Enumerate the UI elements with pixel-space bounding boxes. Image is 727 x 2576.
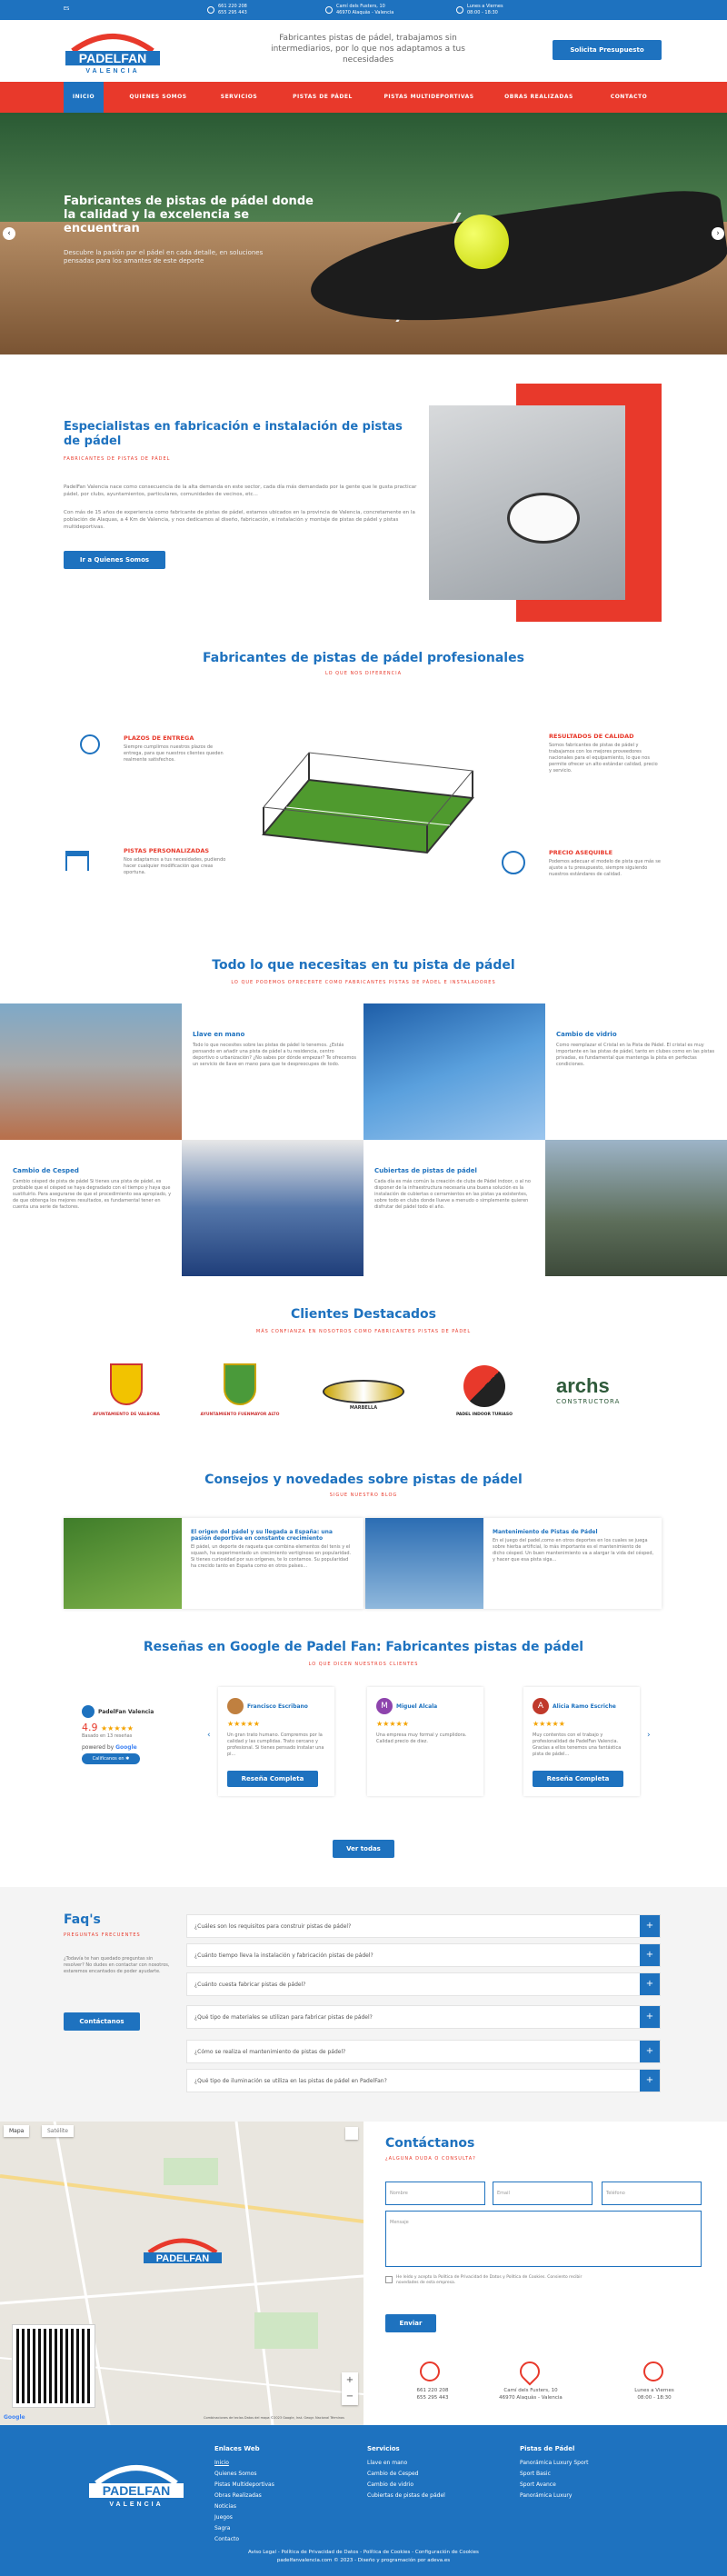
piggy-bank-icon	[502, 851, 525, 874]
google-logo-text: Google	[115, 1744, 137, 1751]
language-selector[interactable]: ES	[64, 6, 70, 12]
faq-question: ¿Cuáles son los requisitos para construir pistas de pádel?	[194, 1923, 352, 1930]
about-paragraph-1: PadelFan Valencia nace como consecuencia de la alta demanda en este sector, cada día más demandado por la gente que le gusta practicar pádel, por clubs, ayuntamientos, particulares, comunidades de vecinos, etc...	[64, 484, 417, 497]
svg-text:PADELFAN: PADELFAN	[102, 2483, 171, 2498]
about-button[interactable]: Ir a Quienes Somos	[64, 551, 165, 569]
nav-item-contacto[interactable]: CONTACTO	[610, 94, 648, 100]
address-line: Camí dels Fusters, 10	[336, 4, 385, 9]
powered-by-text: powered by	[82, 1744, 115, 1751]
footer-link[interactable]: Quienes Somos	[214, 2471, 257, 2477]
nav-item-servicios[interactable]: SERVICIOS	[220, 94, 258, 100]
google-logo-text: Google	[4, 2414, 25, 2421]
nav-item-pistas-padel[interactable]: PISTAS DE PÁDEL	[293, 94, 353, 100]
clients-title: Clientes Destacados	[290, 1307, 437, 1322]
hero-slider	[0, 113, 727, 354]
blog-image	[64, 1518, 182, 1609]
plus-icon[interactable]: +	[640, 2006, 660, 2028]
reviewer-avatar: A	[533, 1698, 549, 1714]
feature-text: Siempre cumplimos nuestros plazos de entrega, para que nuestros clientes queden realmente satisfechos.	[124, 744, 224, 763]
padel-rackets-icon	[463, 1365, 505, 1407]
footer-copyright: padelfanvalencia.com © 2023 - Diseño y programación por adeva.es	[276, 2558, 451, 2563]
faq-item[interactable]	[186, 2069, 661, 2092]
map-logo-marker	[142, 2232, 224, 2271]
cambio-vidrio-image	[364, 1003, 545, 1140]
feature-title: PLAZOS DE ENTREGA	[124, 734, 194, 742]
footer-link[interactable]: Noticias	[214, 2503, 236, 2510]
phone-icon	[207, 6, 214, 14]
footer-link[interactable]: Inicio	[214, 2460, 229, 2466]
about-subtitle: FABRICANTES DE PISTAS DE PÁDEL	[64, 456, 171, 462]
plus-icon[interactable]: +	[640, 2041, 660, 2062]
hours-days: Lunes a Viernes	[634, 2388, 674, 2393]
email-field[interactable]: Email	[493, 2182, 593, 2205]
contact-phone-2[interactable]: 655 295 443	[416, 2395, 449, 2401]
phone-info	[207, 4, 247, 16]
reviews-prev-arrow[interactable]: ‹	[207, 1731, 211, 1740]
address-line: Camí dels Fusters, 10	[503, 2388, 558, 2393]
clients-subtitle: MÁS CONFIANZA EN NOSOTROS COMO FABRICANTES PISTAS DE PÁDEL	[255, 1329, 472, 1334]
plus-icon[interactable]: +	[640, 1944, 660, 1966]
qr-code-icon	[13, 2325, 95, 2407]
see-all-reviews-button[interactable]: Ver todas	[333, 1840, 394, 1858]
rate-us-label: Califícanos en	[92, 1756, 124, 1762]
message-field[interactable]: Mensaje	[385, 2211, 702, 2267]
court-render	[245, 744, 483, 876]
contact-title: Contáctanos	[385, 2136, 475, 2151]
name-field[interactable]: Nombre	[385, 2182, 485, 2205]
service-text: Como reemplazar el Cristal en la Pista de Pádel. El cristal es muy importante en las pistas de pádel, tanto en clubes como en las pistas privadas, es fundamental que mantenga la pista en perfectas condiciones.	[556, 1043, 715, 1067]
faq-subtitle: PREGUNTAS FRECUENTES	[64, 1932, 141, 1938]
cubiertas-image	[545, 1140, 727, 1276]
faq-contact-button[interactable]: Contáctanos	[64, 2012, 140, 2031]
service-text: Cada día es más común la creación de clubs de Pádel indoor, o al no disponer de la infraestructura necesaria una buena solución es la instalación de cubiertas o cerramientos en las pistas ya existentes, sobre todo en clubs donde llueve a menudo o simplemente quieren disfrutar del pádel todo el año.	[374, 1179, 531, 1210]
reviewer-avatar	[227, 1698, 244, 1714]
faq-question: ¿Qué tipo de iluminación se utiliza en las pistas de pádel en PadelFan?	[194, 2078, 387, 2084]
review-card-2	[367, 1687, 483, 1796]
clock-icon	[456, 6, 463, 14]
coat-of-arms-icon	[110, 1363, 143, 1405]
feature-personalizadas	[124, 847, 233, 876]
address-line-2: 46970 Alaquàs - Valencia	[499, 2395, 563, 2401]
map-zoom-controls[interactable]: + −	[342, 2372, 358, 2405]
service-cambio-cesped[interactable]	[13, 1167, 176, 1211]
service-title: Llave en mano	[193, 1031, 245, 1038]
hero-next-arrow[interactable]: ›	[712, 227, 724, 240]
service-text: Todo lo que necesites sobre las pistas de pádel lo tenemos. ¿Estás pensando en añadir una pista de pádel a tu residencia, centro deportivo o urbanización? ¿No sabes por dónde empezar? Te ofrecemos un servicio de llave en mano para que te despreocupes de todo.	[193, 1043, 356, 1067]
footer-link[interactable]: Panorámica Luxury	[520, 2492, 573, 2499]
coat-of-arms-icon	[224, 1363, 256, 1405]
nav-item-quienes-somos[interactable]: QUIENES SOMOS	[129, 94, 187, 100]
hours-info	[456, 4, 503, 16]
about-racket-image	[429, 405, 625, 600]
reviewer-name: Miguel Alcala	[396, 1703, 438, 1710]
phone-link[interactable]: 661 220 208	[218, 4, 247, 9]
footer-heading: Pistas de Pádel	[520, 2445, 575, 2452]
faq-item[interactable]	[186, 1914, 661, 1938]
svg-text:VALENCIA: VALENCIA	[109, 2501, 164, 2508]
map-type-satelite[interactable]: Satélite	[42, 2125, 74, 2137]
rate-us-button[interactable]: Califícanos en ✱	[82, 1753, 140, 1764]
faq-title: Faq's	[64, 1912, 101, 1927]
footer-link[interactable]: Cambio de vidrio	[367, 2481, 414, 2488]
site-logo[interactable]	[64, 27, 162, 75]
service-text: Cambio césped de pista de pádel Si tienes una pista de pádel, es probable que el césped se haya degradado con el tiempo y haya que sustituirlo. Para asegurarse de que el procedimiento sea apropiado, y de que obtenga los mejores resultados, es fundamental tener en cuenta una serie de factores.	[13, 1179, 172, 1210]
map-type-mapa[interactable]: Mapa	[4, 2125, 29, 2137]
blog-subtitle: SIGUE NUESTRO BLOG	[329, 1493, 398, 1498]
review-text: Muy contentos con el trabajo y profesionalidad de PadelFan Valencia. Gracias a ellos tenemos una fantástica pista de pádel...	[533, 1732, 622, 1757]
racket-shape	[507, 493, 580, 544]
rating-value: 4.9	[82, 1722, 98, 1733]
services-section-subtitle: LO QUE PODEMOS OFRECERTE COMO FABRICANTES PISTAS DE PÁDEL E INSTALADORES	[231, 980, 496, 985]
faq-item[interactable]	[186, 1943, 661, 1967]
hours-time: 08:00 - 18:30	[637, 2395, 672, 2401]
padelfan-logo-icon	[142, 2232, 224, 2271]
feature-text: Nos adaptamos a tus necesidades, pudiendo hacer cualquier modificación que creas oportuna.	[124, 857, 226, 875]
service-title: Cambio de vidrio	[556, 1031, 617, 1038]
plus-icon[interactable]: +	[640, 1915, 660, 1937]
reviews-next-arrow[interactable]: ›	[647, 1731, 651, 1740]
footer-link[interactable]: Sagra	[214, 2525, 231, 2531]
review-stars-icon: ★★★★★	[227, 1720, 260, 1728]
footer-services-column	[367, 2443, 445, 2501]
feature-text: Somos fabricantes de pistas de pádel y trabajamos con los mejores proveedores nacionales para el equipamiento, lo que nos permite ofrecer un alto estándar calidad, precio y servicio.	[549, 743, 658, 774]
reviewer-avatar: M	[376, 1698, 393, 1714]
faq-item[interactable]	[186, 2040, 661, 2063]
feature-title: PISTAS PERSONALIZADAS	[124, 847, 210, 854]
contact-phone	[405, 2387, 460, 2401]
review-stars-icon: ★★★★★	[533, 1720, 565, 1728]
hero-title: Fabricantes de pistas de pádel donde la calidad y la excelencia se encuentran	[64, 195, 314, 235]
hours-time: 08:00 - 18:30	[467, 10, 498, 15]
reviews-title: Reseñas en Google de Padel Fan: Fabricantes pistas de pádel	[143, 1640, 584, 1654]
hours-days: Lunes a Viernes	[467, 4, 503, 9]
privacy-legal-text: He leído y acepto la Política de Privacidad de Datos y Política de Cookies. Consiento recibir novedades de esta empresa.	[396, 2275, 583, 2285]
faq-question: ¿Qué tipo de materiales se utilizan para fabricar pistas de pádel?	[194, 2014, 373, 2021]
client-logo-archs	[556, 1374, 647, 1429]
blog-card-origen[interactable]	[64, 1518, 364, 1609]
svg-text:PADELFAN: PADELFAN	[78, 51, 147, 65]
footer-link[interactable]: Sport Avance	[520, 2481, 556, 2488]
feature-title: RESULTADOS DE CALIDAD	[549, 733, 634, 740]
nav-item-pistas-multideportivas[interactable]: PISTAS MULTIDEPORTIVAS	[383, 94, 474, 100]
business-name: PadelFan Valencia	[98, 1708, 154, 1715]
plus-icon[interactable]: +	[640, 1973, 660, 1995]
footer-links-column	[214, 2443, 274, 2545]
nav-item-obras-realizadas[interactable]: OBRAS REALIZADAS	[504, 94, 573, 100]
about-title: Especialistas en fabricación e instalación de pistas de pádel	[64, 420, 403, 448]
request-quote-button[interactable]: Solicita Presupuesto	[553, 40, 662, 60]
client-logo-turiaso	[443, 1365, 525, 1438]
business-avatar	[82, 1705, 95, 1718]
court-3d-image	[245, 744, 483, 876]
reviewer-name: Alicia Ramo Escriche	[553, 1703, 616, 1710]
hero-prev-arrow[interactable]: ‹	[3, 227, 15, 240]
service-cubiertas[interactable]	[374, 1167, 538, 1211]
llave-en-mano-image	[0, 1003, 182, 1140]
svg-text:PADELFAN: PADELFAN	[155, 2253, 210, 2264]
services-section-title: Todo lo que necesitas en tu pista de pádel	[212, 958, 515, 973]
pro-section-title: Fabricantes de pistas de pádel profesionales	[203, 651, 524, 665]
feature-plazos	[124, 734, 233, 764]
reviews-subtitle: LO QUE DICEN NUESTROS CLIENTES	[308, 1662, 419, 1667]
footer-link[interactable]: Panorámica Luxury Sport	[520, 2460, 589, 2466]
address-info	[325, 4, 393, 16]
client-name: MARBELLA	[349, 1405, 378, 1411]
plus-icon[interactable]: +	[640, 2070, 660, 2092]
review-card-1	[218, 1687, 334, 1796]
blog-post-title[interactable]: El origen del pádel y su llegada a España: una pasión deportiva en constante crecimiento	[191, 1529, 333, 1542]
map-credits: Combinaciones de teclas Datos del mapa ©2023 Google, Inst. Geogr. Nacional Términos	[204, 2416, 344, 2420]
blog-post-excerpt: El pádel, un deporte de raqueta que combina elementos del tenis y el squash, ha experimentado un crecimiento vertiginoso en popularidad. Si tienes curiosidad por sus orígenes, te lo contamos. Su popularidad ha crecido tanto en España como en otros países...	[191, 1544, 352, 1569]
review-stars-icon: ★★★★★	[376, 1720, 409, 1728]
padelfan-logo-icon	[87, 2458, 185, 2509]
faq-question: ¿Cuánto tiempo lleva la instalación y fabricación pistas de pádel?	[194, 1952, 373, 1959]
svg-text:VALENCIA: VALENCIA	[85, 68, 140, 75]
faq-item[interactable]	[186, 2005, 661, 2029]
contact-hours	[623, 2387, 685, 2401]
pro-section-subtitle: LO QUE NOS DIFERENCIA	[324, 671, 403, 676]
review-card-3	[523, 1687, 640, 1796]
footer-legal-links[interactable]: Aviso Legal - Política de Privacidad de Datos - Política de Cookies - Configuración de Cookies	[248, 2550, 479, 2555]
review-full-button[interactable]: Reseña Completa	[533, 1771, 623, 1787]
reviews-count: Basado en 13 reseñas	[82, 1733, 133, 1739]
feature-calidad	[549, 733, 662, 774]
location-icon	[515, 2357, 543, 2385]
review-full-button[interactable]: Reseña Completa	[227, 1771, 318, 1787]
reviewer-name: Francisco Escribano	[247, 1703, 308, 1710]
review-text: Un gran trato humano. Compremos por la calidad y las cumplidas. Trato cercano y profesional. Si tienes pensado instalar una pi...	[227, 1732, 324, 1757]
top-bar	[0, 0, 727, 20]
blog-card-mantenimiento[interactable]	[365, 1518, 662, 1609]
header-tagline: Fabricantes pistas de pádel, trabajamos sin intermediarios, por lo que nos adaptamos a tus necesidades	[271, 34, 465, 65]
client-logo-valbona	[87, 1363, 165, 1440]
fullscreen-icon[interactable]	[345, 2127, 358, 2140]
feature-text: Podemos adecuar el modelo de pista que más se ajuste a tu presupuesto, siempre siguiendo nuestros estándares de calidad.	[549, 859, 661, 877]
location-icon	[325, 6, 333, 14]
phone-field[interactable]: Teléfono	[602, 2182, 702, 2205]
google-rating-summary	[82, 1705, 182, 1796]
client-name: AYUNTAMIENTO FUENMAYOR ALTO	[200, 1413, 280, 1417]
clock-icon	[643, 2361, 663, 2381]
contact-phone-1[interactable]: 661 220 208	[416, 2388, 449, 2393]
faq-question: ¿Cómo se realiza el mantenimiento de pistas de pádel?	[194, 2049, 346, 2055]
faq-text: ¿Todavía te han quedado preguntas sin resolver? No dudes en contactar con nosotros, estaremos encantados de poder ayudarte.	[64, 1956, 170, 1974]
court-icon	[65, 851, 89, 871]
client-name: AYUNTAMIENTO DE VALBONA	[93, 1413, 160, 1417]
cambio-cesped-image	[182, 1140, 364, 1276]
rating-stars-icon: ★★★★★	[101, 1724, 134, 1732]
client-name: archs	[556, 1374, 610, 1397]
blog-title: Consejos y novedades sobre pistas de pádel	[204, 1473, 523, 1487]
footer-link[interactable]: Juegos	[214, 2514, 233, 2521]
client-logo-marbella	[318, 1380, 409, 1434]
client-name: PADEL INDOOR TURIASO	[456, 1413, 513, 1417]
hero-ball-image	[454, 215, 509, 269]
contact-subtitle: ¿ALGUNA DUDA O CONSULTA?	[385, 2156, 476, 2162]
phone-icon	[420, 2361, 440, 2381]
hero-subtitle: Descubre la pasión por el pádel en cada detalle, en soluciones pensadas para los amantes de este deporte	[64, 249, 264, 265]
feature-title: PRECIO ASEQUIBLE	[549, 849, 613, 856]
clock-icon	[80, 734, 100, 754]
faq-question: ¿Cuánto cuesta fabricar pistas de pádel?	[194, 1982, 306, 1988]
footer-link[interactable]: Pistas Multideportivas	[214, 2481, 274, 2488]
contact-address	[494, 2387, 567, 2401]
address-line-2: 46970 Alaquàs - Valencia	[336, 10, 394, 15]
marbella-emblem-icon	[323, 1380, 404, 1403]
footer-link[interactable]: Llave en mano	[367, 2460, 408, 2466]
footer-link[interactable]: Cambio de Cesped	[367, 2471, 419, 2477]
faq-item[interactable]	[186, 1972, 661, 1996]
padelfan-logo-icon	[64, 27, 162, 75]
send-button[interactable]: Enviar	[385, 2314, 436, 2332]
service-title: Cambio de Cesped	[13, 1167, 79, 1174]
footer-logo[interactable]	[87, 2458, 185, 2509]
review-text: Una empresa muy formal y cumplidora. Calidad precio de diez.	[376, 1732, 467, 1744]
privacy-checkbox[interactable]	[385, 2276, 393, 2283]
blog-image	[365, 1518, 483, 1609]
nav-item-inicio[interactable]: INICIO	[64, 82, 104, 113]
main-nav	[0, 82, 727, 113]
feature-precio	[549, 849, 662, 878]
client-logo-fuenmayor	[196, 1363, 284, 1440]
footer-heading: Servicios	[367, 2445, 400, 2452]
footer-link[interactable]: Sport Basic	[520, 2471, 551, 2477]
footer-courts-column	[520, 2443, 588, 2501]
service-llave-en-mano[interactable]	[193, 1031, 356, 1068]
footer	[0, 2425, 727, 2576]
footer-bottom	[0, 2549, 727, 2565]
footer-link[interactable]: Cubiertas de pistas de pádel	[367, 2492, 445, 2499]
footer-heading: Enlaces Web	[214, 2445, 260, 2452]
service-cambio-vidrio[interactable]	[556, 1031, 720, 1068]
client-tagline: CONSTRUCTORA	[556, 1398, 621, 1405]
blog-post-title[interactable]: Mantenimiento de Pistas de Pádel	[493, 1529, 598, 1535]
footer-link[interactable]: Contacto	[214, 2536, 240, 2542]
blog-post-excerpt: En el juego del padel,como en otros deportes en los cuales se juega sobre hierba artificial, lo más importante es el mantenimiento de dicho césped. Un buen mantenimiento va a alargar la vida del césped, y hacer que esa pista siga...	[493, 1538, 654, 1563]
phone-link-2[interactable]: 655 295 443	[218, 10, 247, 15]
footer-link[interactable]: Obras Realizadas	[214, 2492, 262, 2499]
service-title: Cubiertas de pistas de pádel	[374, 1167, 477, 1174]
about-paragraph-2: Con más de 15 años de experiencia como fabricante de pistas de pádel, estamos ubicados en la provincia de Valencia, concretamente en la población de Alaquas, a 4 Km de Valencia, y nos dedicamos al diseño, fabricación, e instalación y montaje de pistas de pádel y pistas multideportivas.	[64, 510, 415, 530]
